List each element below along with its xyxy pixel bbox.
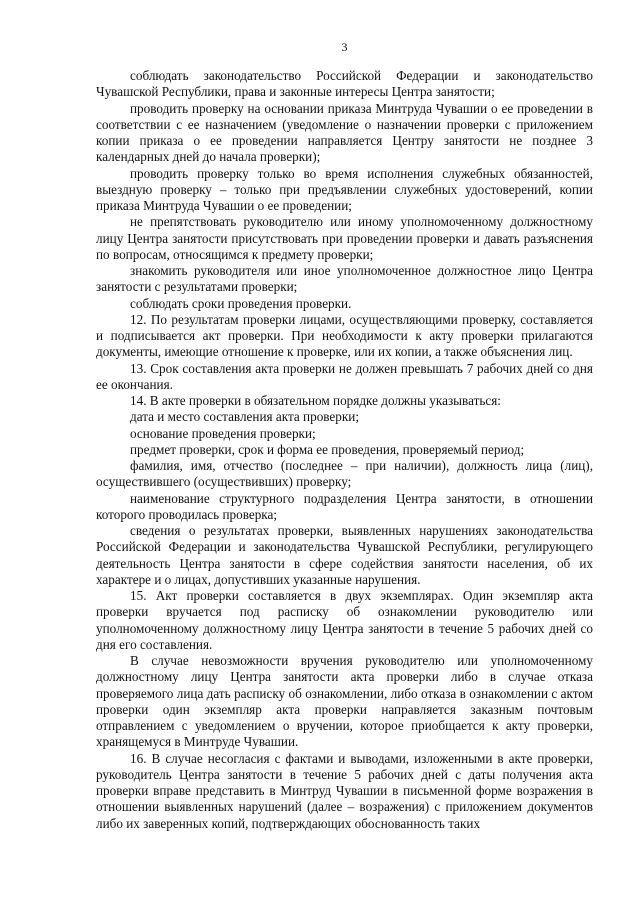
- paragraph: 15. Акт проверки составляется в двух экземплярах. Один экземпляр акта проверки вручается под расписку об ознакомлении руководителю или уполномоченному должностному лицу Центра занятости в течение 5 рабочих дней со дня его составления.: [96, 588, 593, 652]
- paragraph: фамилия, имя, отчество (последнее – при наличии), должность лица (лиц), осуществившего (осуществивших) проверку;: [96, 458, 593, 490]
- paragraph: 14. В акте проверки в обязательном порядке должны указываться:: [130, 393, 501, 408]
- paragraph: предмет проверки, срок и форма ее проведения, проверяемый период;: [130, 441, 525, 457]
- paragraph: проводить проверку на основании приказа Минтруда Чувашии о ее проведении в соответствии с ее назначением (уведомление о назначении проверки с приложением копии приказа о ее проведении направляется Центру занятости не позднее 3 календарных дней до начала проверки);: [96, 100, 593, 165]
- page-number: 3: [341, 40, 348, 54]
- paragraph: соблюдать сроки проведения проверки.: [130, 295, 352, 311]
- paragraph: основание проведения проверки;: [130, 425, 316, 441]
- paragraph: знакомить руководителя или иное уполномоченное должностное лицо Центра занятости с результатами проверки;: [96, 263, 593, 295]
- paragraph: соблюдать законодательство Российской Федерации и законодательство Чувашской Республики, права и законные интересы Центра занятости;: [96, 68, 593, 100]
- paragraph: 16. В случае несогласия с фактами и выводами, изложенными в акте проверки, руководитель Центра занятости в течение 5 рабочих дней с даты получения акта проверки вправе представить в Минтруд Чувашии в письменной форме возражения в отношении выявленных нарушений (далее – возражения) с приложением документов либо их заверенных копий, подтверждающих обоснованность таких: [96, 750, 593, 831]
- document-body: [96, 68, 593, 832]
- document-page: [96, 40, 593, 832]
- paragraph: проводить проверку только во время исполнения служебных обязанностей, выездную проверку – только при предъявлении служебных удостоверений, копии приказа Минтруда Чувашии о ее проведении;: [96, 165, 593, 213]
- paragraph: 12. По результатам проверки лицами, осуществляющими проверку, составляется и подписывается акт проверки. При необходимости к акту проверки прилагаются документы, имеющие отношение к проверке, или их копии, а также объяснения лиц.: [96, 311, 593, 360]
- paragraph: 13. Срок составления акта проверки не должен превышать 7 рабочих дней со дня ее окончания.: [96, 360, 593, 392]
- paragraph: не препятствовать руководителю или иному уполномоченному должностному лицу Центра занятости присутствовать при проведении проверки и давать разъяснения по вопросам, относящимся к предмету проверки;: [96, 214, 593, 262]
- paragraph: сведения о результатах проверки, выявленных нарушениях законодательства Российской Федерации и законодательства Чувашской Республики, регулирующего деятельность Центра занятости в сфере содействия занятости населения, об их характере и о лицах, допустивших указанные нарушения.: [96, 523, 593, 587]
- paragraph: наименование структурного подразделения Центра занятости, в отношении которого проводилась проверка;: [96, 490, 593, 522]
- paragraph: В случае невозможности вручения руководителю или уполномоченному должностному лицу Центра занятости акта проверки либо в случае отказа проверяемого лица дать расписку об ознакомлении, либо отказа в ознакомлении с актом проверки один экземпляр акта проверки направляется заказным почтовым отправлением с уведомлением о вручении, которое приобщается к акту проверки, хранящемуся в Минтруде Чувашии.: [96, 653, 593, 750]
- paragraph: дата и место составления акта проверки;: [130, 409, 360, 425]
